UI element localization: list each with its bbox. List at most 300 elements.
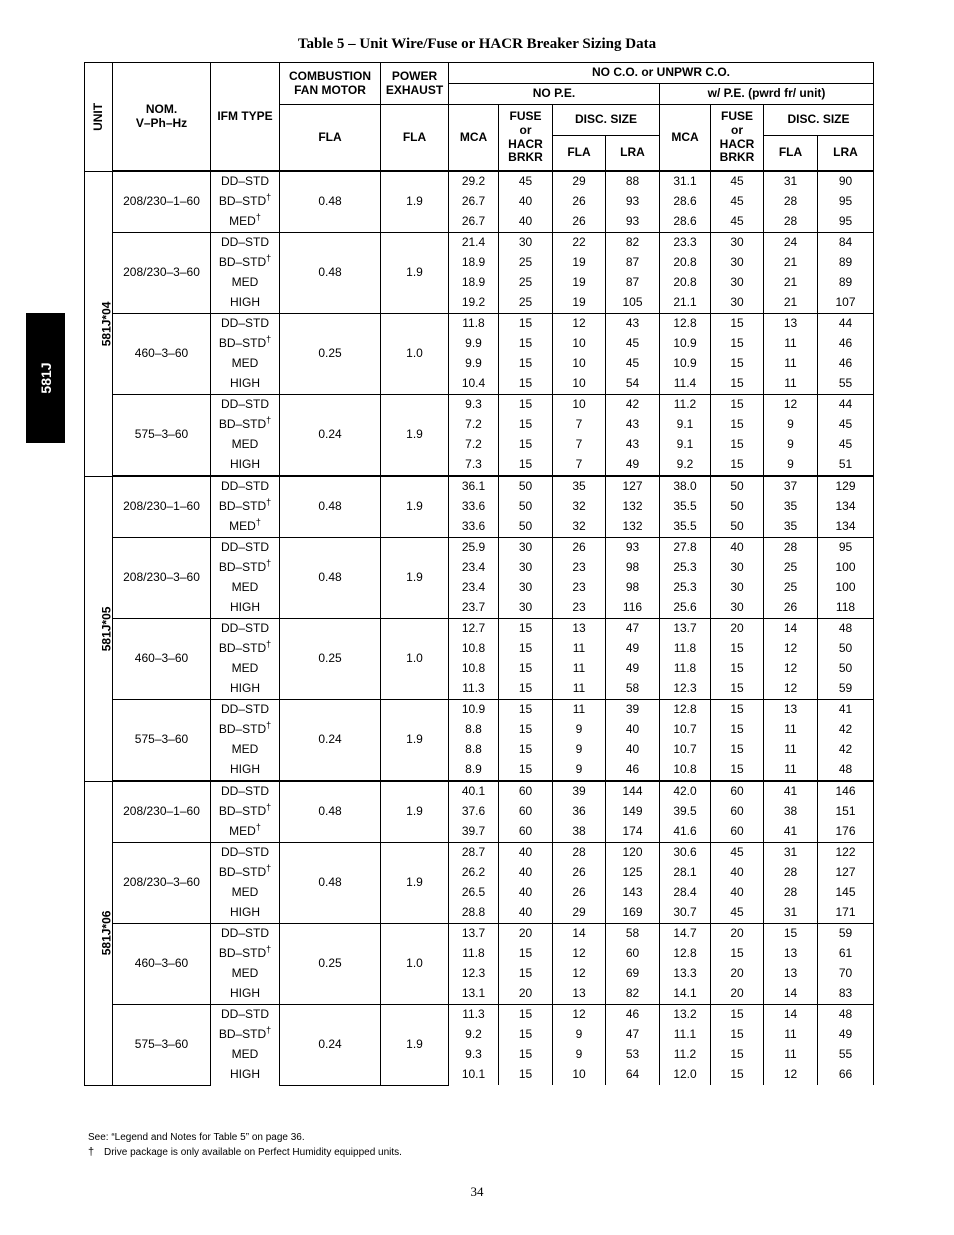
ifm-type-cell: BD–STD† xyxy=(211,558,280,578)
value-cell: 30 xyxy=(711,253,764,273)
voltage-cell: 208/230–1–60 xyxy=(113,171,211,233)
value-cell: 40 xyxy=(499,903,553,924)
value-cell: 28.6 xyxy=(660,212,711,233)
dagger-mark: † xyxy=(266,802,272,813)
value-cell: 31 xyxy=(764,843,818,864)
value-cell: 15 xyxy=(499,740,553,760)
value-cell: 11 xyxy=(764,1025,818,1045)
value-cell: 134 xyxy=(818,517,874,538)
pe-fla-cell: 1.9 xyxy=(381,395,449,477)
value-cell: 45 xyxy=(499,171,553,192)
value-cell: 15 xyxy=(499,395,553,416)
comb-fla-cell: 0.25 xyxy=(280,314,381,395)
value-cell: 45 xyxy=(711,192,764,212)
table-body xyxy=(85,171,874,1085)
value-cell: 14 xyxy=(764,619,818,640)
pe-fla-cell: 1.0 xyxy=(381,924,449,1005)
value-cell: 29 xyxy=(553,171,606,192)
value-cell: 60 xyxy=(499,802,553,822)
value-cell: 46 xyxy=(818,354,874,374)
page-title: Table 5 – Unit Wire/Fuse or HACR Breaker Sizing Data xyxy=(297,36,657,52)
value-cell: 33.6 xyxy=(449,497,499,517)
value-cell: 23.4 xyxy=(449,578,499,598)
value-cell: 23.7 xyxy=(449,598,499,619)
value-cell: 31 xyxy=(764,171,818,192)
value-cell: 46 xyxy=(606,1005,660,1026)
value-cell: 13 xyxy=(764,944,818,964)
value-cell: 7.2 xyxy=(449,435,499,455)
dagger-mark: † xyxy=(255,822,261,833)
value-cell: 15 xyxy=(499,1045,553,1065)
value-cell: 15 xyxy=(499,639,553,659)
value-cell: 14 xyxy=(553,924,606,945)
ifm-type-cell: MED xyxy=(211,354,280,374)
value-cell: 27.8 xyxy=(660,538,711,559)
value-cell: 10.4 xyxy=(449,374,499,395)
value-cell: 39.7 xyxy=(449,822,499,843)
pe-fla-cell: 1.9 xyxy=(381,781,449,843)
ifm-type-cell: DD–STD xyxy=(211,843,280,864)
value-cell: 70 xyxy=(818,964,874,984)
value-cell: 14 xyxy=(764,984,818,1005)
value-cell: 40 xyxy=(499,212,553,233)
value-cell: 11 xyxy=(764,374,818,395)
comb-fla-cell: 0.48 xyxy=(280,843,381,924)
value-cell: 54 xyxy=(606,374,660,395)
value-cell: 48 xyxy=(818,1005,874,1026)
value-cell: 32 xyxy=(553,517,606,538)
ifm-type-cell: DD–STD xyxy=(211,171,280,192)
value-cell: 127 xyxy=(818,863,874,883)
ifm-type-cell: DD–STD xyxy=(211,233,280,254)
table-row xyxy=(85,1005,874,1026)
page-number: 34 xyxy=(470,1184,484,1199)
value-cell: 15 xyxy=(499,659,553,679)
value-cell: 58 xyxy=(606,924,660,945)
ifm-type-cell: DD–STD xyxy=(211,619,280,640)
value-cell: 15 xyxy=(499,1005,553,1026)
table-row xyxy=(85,700,874,721)
ifm-type-cell: DD–STD xyxy=(211,314,280,335)
header-power-exhaust: POWER EXHAUST xyxy=(381,63,449,105)
voltage-cell: 460–3–60 xyxy=(113,619,211,700)
header-no-pe: NO P.E. xyxy=(449,84,660,105)
value-cell: 33.6 xyxy=(449,517,499,538)
value-cell: 11.2 xyxy=(660,395,711,416)
ifm-type-cell: BD–STD† xyxy=(211,639,280,659)
value-cell: 31.1 xyxy=(660,171,711,192)
value-cell: 30 xyxy=(499,578,553,598)
voltage-cell: 208/230–3–60 xyxy=(113,538,211,619)
ifm-type-cell: HIGH xyxy=(211,293,280,314)
value-cell: 15 xyxy=(499,314,553,335)
value-cell: 12 xyxy=(553,964,606,984)
value-cell: 89 xyxy=(818,273,874,293)
value-cell: 28 xyxy=(764,863,818,883)
value-cell: 14 xyxy=(764,1005,818,1026)
side-tab-label: 581J xyxy=(37,362,54,394)
value-cell: 9.9 xyxy=(449,334,499,354)
value-cell: 21 xyxy=(764,273,818,293)
ifm-type-cell: HIGH xyxy=(211,1065,280,1085)
header-fuse-pe: FUSE or HACR BRKR xyxy=(711,105,764,172)
pe-fla-cell: 1.9 xyxy=(381,700,449,782)
value-cell: 15 xyxy=(711,639,764,659)
value-cell: 51 xyxy=(818,455,874,476)
value-cell: 49 xyxy=(606,455,660,476)
value-cell: 46 xyxy=(606,760,660,781)
value-cell: 15 xyxy=(499,1025,553,1045)
ifm-type-cell: DD–STD xyxy=(211,476,280,497)
value-cell: 40 xyxy=(606,740,660,760)
value-cell: 35 xyxy=(764,497,818,517)
header-nom: NOM. V–Ph–Hz xyxy=(113,63,211,172)
value-cell: 10 xyxy=(553,1065,606,1085)
value-cell: 60 xyxy=(711,802,764,822)
value-cell: 50 xyxy=(711,517,764,538)
header-combustion: COMBUSTION FAN MOTOR xyxy=(280,63,381,105)
value-cell: 84 xyxy=(818,233,874,254)
value-cell: 30.6 xyxy=(660,843,711,864)
value-cell: 23 xyxy=(553,578,606,598)
table-row xyxy=(85,843,874,864)
value-cell: 89 xyxy=(818,253,874,273)
value-cell: 134 xyxy=(818,497,874,517)
value-cell: 14.7 xyxy=(660,924,711,945)
value-cell: 11 xyxy=(764,740,818,760)
value-cell: 64 xyxy=(606,1065,660,1085)
value-cell: 60 xyxy=(606,944,660,964)
value-cell: 12.7 xyxy=(449,619,499,640)
comb-fla-cell: 0.25 xyxy=(280,619,381,700)
value-cell: 39 xyxy=(606,700,660,721)
table-row xyxy=(85,171,874,192)
unit-label: 581J*04 xyxy=(85,171,113,476)
pe-fla-cell: 1.9 xyxy=(381,476,449,538)
value-cell: 93 xyxy=(606,192,660,212)
ifm-type-cell: DD–STD xyxy=(211,538,280,559)
value-cell: 11 xyxy=(764,354,818,374)
dagger-mark: † xyxy=(266,497,272,508)
value-cell: 30 xyxy=(499,233,553,254)
value-cell: 19 xyxy=(553,273,606,293)
value-cell: 9.1 xyxy=(660,435,711,455)
ifm-type-cell: HIGH xyxy=(211,455,280,476)
header-mca-pe: MCA xyxy=(660,105,711,172)
value-cell: 30 xyxy=(499,598,553,619)
value-cell: 15 xyxy=(711,334,764,354)
value-cell: 7 xyxy=(553,455,606,476)
value-cell: 15 xyxy=(711,1065,764,1085)
value-cell: 50 xyxy=(499,476,553,497)
value-cell: 15 xyxy=(711,395,764,416)
value-cell: 13 xyxy=(553,619,606,640)
value-cell: 8.9 xyxy=(449,760,499,781)
value-cell: 13.7 xyxy=(449,924,499,945)
value-cell: 145 xyxy=(818,883,874,903)
dagger-mark: † xyxy=(255,517,261,528)
value-cell: 8.8 xyxy=(449,740,499,760)
value-cell: 10.8 xyxy=(449,639,499,659)
value-cell: 12.3 xyxy=(449,964,499,984)
value-cell: 19 xyxy=(553,253,606,273)
value-cell: 48 xyxy=(818,760,874,781)
value-cell: 25 xyxy=(499,273,553,293)
value-cell: 43 xyxy=(606,415,660,435)
dagger-mark: † xyxy=(266,1025,272,1036)
value-cell: 15 xyxy=(499,619,553,640)
voltage-cell: 575–3–60 xyxy=(113,700,211,782)
value-cell: 61 xyxy=(818,944,874,964)
value-cell: 15 xyxy=(711,1025,764,1045)
comb-fla-cell: 0.25 xyxy=(280,924,381,1005)
value-cell: 20 xyxy=(711,619,764,640)
value-cell: 50 xyxy=(711,476,764,497)
comb-fla-cell: 0.24 xyxy=(280,700,381,782)
table-row xyxy=(85,233,874,254)
comb-fla-cell: 0.48 xyxy=(280,476,381,538)
value-cell: 10.8 xyxy=(449,659,499,679)
value-cell: 40 xyxy=(499,883,553,903)
dagger-mark: † xyxy=(266,720,272,731)
value-cell: 49 xyxy=(818,1025,874,1045)
value-cell: 43 xyxy=(606,435,660,455)
value-cell: 15 xyxy=(499,700,553,721)
value-cell: 15 xyxy=(764,924,818,945)
value-cell: 98 xyxy=(606,558,660,578)
value-cell: 23 xyxy=(553,598,606,619)
value-cell: 36.1 xyxy=(449,476,499,497)
value-cell: 28 xyxy=(553,843,606,864)
value-cell: 26.7 xyxy=(449,212,499,233)
value-cell: 12 xyxy=(764,679,818,700)
value-cell: 143 xyxy=(606,883,660,903)
value-cell: 100 xyxy=(818,558,874,578)
value-cell: 87 xyxy=(606,273,660,293)
ifm-type-cell: BD–STD† xyxy=(211,802,280,822)
header-disc-fla-pe: FLA xyxy=(764,136,818,172)
value-cell: 20.8 xyxy=(660,253,711,273)
value-cell: 26 xyxy=(553,538,606,559)
value-cell: 59 xyxy=(818,924,874,945)
value-cell: 30 xyxy=(711,598,764,619)
value-cell: 58 xyxy=(606,679,660,700)
value-cell: 11 xyxy=(764,720,818,740)
ifm-type-cell: HIGH xyxy=(211,984,280,1005)
value-cell: 49 xyxy=(606,639,660,659)
ifm-type-cell: DD–STD xyxy=(211,395,280,416)
value-cell: 7 xyxy=(553,435,606,455)
value-cell: 9.1 xyxy=(660,415,711,435)
value-cell: 11.8 xyxy=(660,639,711,659)
value-cell: 9 xyxy=(764,455,818,476)
voltage-cell: 575–3–60 xyxy=(113,395,211,477)
ifm-type-cell: BD–STD† xyxy=(211,720,280,740)
value-cell: 39 xyxy=(553,781,606,802)
value-cell: 15 xyxy=(499,1065,553,1085)
value-cell: 15 xyxy=(711,679,764,700)
ifm-type-cell: HIGH xyxy=(211,374,280,395)
value-cell: 40 xyxy=(711,538,764,559)
value-cell: 32 xyxy=(553,497,606,517)
value-cell: 50 xyxy=(499,517,553,538)
value-cell: 44 xyxy=(818,314,874,335)
value-cell: 11 xyxy=(553,679,606,700)
value-cell: 39.5 xyxy=(660,802,711,822)
ifm-type-cell: MED† xyxy=(211,822,280,843)
value-cell: 12.8 xyxy=(660,314,711,335)
value-cell: 15 xyxy=(499,435,553,455)
value-cell: 42 xyxy=(818,740,874,760)
value-cell: 12 xyxy=(553,314,606,335)
dagger-text: Drive package is only available on Perfect Humidity equipped units. xyxy=(104,1147,402,1158)
table-row xyxy=(85,314,874,335)
value-cell: 38.0 xyxy=(660,476,711,497)
header-disc-lra: LRA xyxy=(606,136,660,172)
ifm-type-cell: BD–STD† xyxy=(211,944,280,964)
value-cell: 30 xyxy=(711,233,764,254)
value-cell: 45 xyxy=(606,354,660,374)
value-cell: 98 xyxy=(606,578,660,598)
value-cell: 40 xyxy=(499,863,553,883)
ifm-type-cell: MED xyxy=(211,435,280,455)
value-cell: 20 xyxy=(499,984,553,1005)
ifm-type-cell: MED xyxy=(211,964,280,984)
value-cell: 15 xyxy=(499,944,553,964)
value-cell: 100 xyxy=(818,578,874,598)
value-cell: 7 xyxy=(553,415,606,435)
value-cell: 23.4 xyxy=(449,558,499,578)
value-cell: 107 xyxy=(818,293,874,314)
value-cell: 7.3 xyxy=(449,455,499,476)
value-cell: 9 xyxy=(764,435,818,455)
value-cell: 105 xyxy=(606,293,660,314)
notes xyxy=(88,1130,402,1160)
dagger-mark: † xyxy=(266,944,272,955)
dagger-mark: † xyxy=(266,253,272,264)
value-cell: 15 xyxy=(499,354,553,374)
header-disc-size: DISC. SIZE xyxy=(553,105,660,136)
value-cell: 35 xyxy=(764,517,818,538)
dagger-mark: † xyxy=(266,415,272,426)
value-cell: 125 xyxy=(606,863,660,883)
header-mca: MCA xyxy=(449,105,499,172)
ifm-type-cell: DD–STD xyxy=(211,924,280,945)
voltage-cell: 208/230–1–60 xyxy=(113,781,211,843)
value-cell: 26.5 xyxy=(449,883,499,903)
value-cell: 45 xyxy=(818,435,874,455)
voltage-cell: 208/230–1–60 xyxy=(113,476,211,538)
value-cell: 11 xyxy=(764,760,818,781)
value-cell: 42 xyxy=(818,720,874,740)
value-cell: 35.5 xyxy=(660,517,711,538)
value-cell: 13 xyxy=(764,314,818,335)
table-row xyxy=(85,781,874,802)
value-cell: 13.2 xyxy=(660,1005,711,1026)
value-cell: 176 xyxy=(818,822,874,843)
value-cell: 93 xyxy=(606,212,660,233)
value-cell: 11 xyxy=(553,659,606,679)
value-cell: 30.7 xyxy=(660,903,711,924)
value-cell: 60 xyxy=(499,822,553,843)
value-cell: 12 xyxy=(764,1065,818,1085)
pe-fla-cell: 1.9 xyxy=(381,233,449,314)
value-cell: 28.8 xyxy=(449,903,499,924)
value-cell: 9.2 xyxy=(660,455,711,476)
value-cell: 20 xyxy=(499,924,553,945)
value-cell: 15 xyxy=(499,374,553,395)
pe-fla-cell: 1.9 xyxy=(381,1005,449,1086)
note-see: See: “Legend and Notes for Table 5” on page 36. xyxy=(88,1132,305,1143)
value-cell: 132 xyxy=(606,497,660,517)
value-cell: 15 xyxy=(711,374,764,395)
value-cell: 7.2 xyxy=(449,415,499,435)
value-cell: 88 xyxy=(606,171,660,192)
comb-fla-cell: 0.24 xyxy=(280,1005,381,1086)
value-cell: 25 xyxy=(764,578,818,598)
ifm-type-cell: BD–STD† xyxy=(211,863,280,883)
value-cell: 10.7 xyxy=(660,720,711,740)
value-cell: 60 xyxy=(711,822,764,843)
value-cell: 22 xyxy=(553,233,606,254)
ifm-type-cell: BD–STD† xyxy=(211,192,280,212)
value-cell: 66 xyxy=(818,1065,874,1085)
value-cell: 95 xyxy=(818,212,874,233)
value-cell: 26 xyxy=(553,212,606,233)
value-cell: 45 xyxy=(711,171,764,192)
value-cell: 10 xyxy=(553,374,606,395)
dagger-mark: † xyxy=(266,639,272,650)
ifm-type-cell: DD–STD xyxy=(211,781,280,802)
value-cell: 37.6 xyxy=(449,802,499,822)
value-cell: 82 xyxy=(606,233,660,254)
value-cell: 20 xyxy=(711,984,764,1005)
value-cell: 48 xyxy=(818,619,874,640)
value-cell: 55 xyxy=(818,1045,874,1065)
value-cell: 15 xyxy=(499,334,553,354)
value-cell: 174 xyxy=(606,822,660,843)
table-row xyxy=(85,395,874,416)
comb-fla-cell: 0.48 xyxy=(280,781,381,843)
ifm-type-cell: HIGH xyxy=(211,903,280,924)
voltage-cell: 460–3–60 xyxy=(113,924,211,1005)
value-cell: 15 xyxy=(499,679,553,700)
value-cell: 21 xyxy=(764,293,818,314)
value-cell: 15 xyxy=(499,760,553,781)
ifm-type-cell: DD–STD xyxy=(211,700,280,721)
header-disc-size-pe: DISC. SIZE xyxy=(764,105,874,136)
value-cell: 11 xyxy=(553,700,606,721)
comb-fla-cell: 0.24 xyxy=(280,395,381,477)
value-cell: 45 xyxy=(606,334,660,354)
header-disc-fla: FLA xyxy=(553,136,606,172)
value-cell: 18.9 xyxy=(449,273,499,293)
value-cell: 10 xyxy=(553,395,606,416)
wire-sizing-table xyxy=(84,62,874,1086)
value-cell: 45 xyxy=(711,212,764,233)
value-cell: 28 xyxy=(764,192,818,212)
value-cell: 10.7 xyxy=(660,740,711,760)
value-cell: 15 xyxy=(499,720,553,740)
value-cell: 9 xyxy=(553,760,606,781)
value-cell: 12 xyxy=(764,659,818,679)
value-cell: 24 xyxy=(764,233,818,254)
value-cell: 151 xyxy=(818,802,874,822)
value-cell: 11.3 xyxy=(449,1005,499,1026)
value-cell: 35.5 xyxy=(660,497,711,517)
value-cell: 11.1 xyxy=(660,1025,711,1045)
value-cell: 20 xyxy=(711,924,764,945)
